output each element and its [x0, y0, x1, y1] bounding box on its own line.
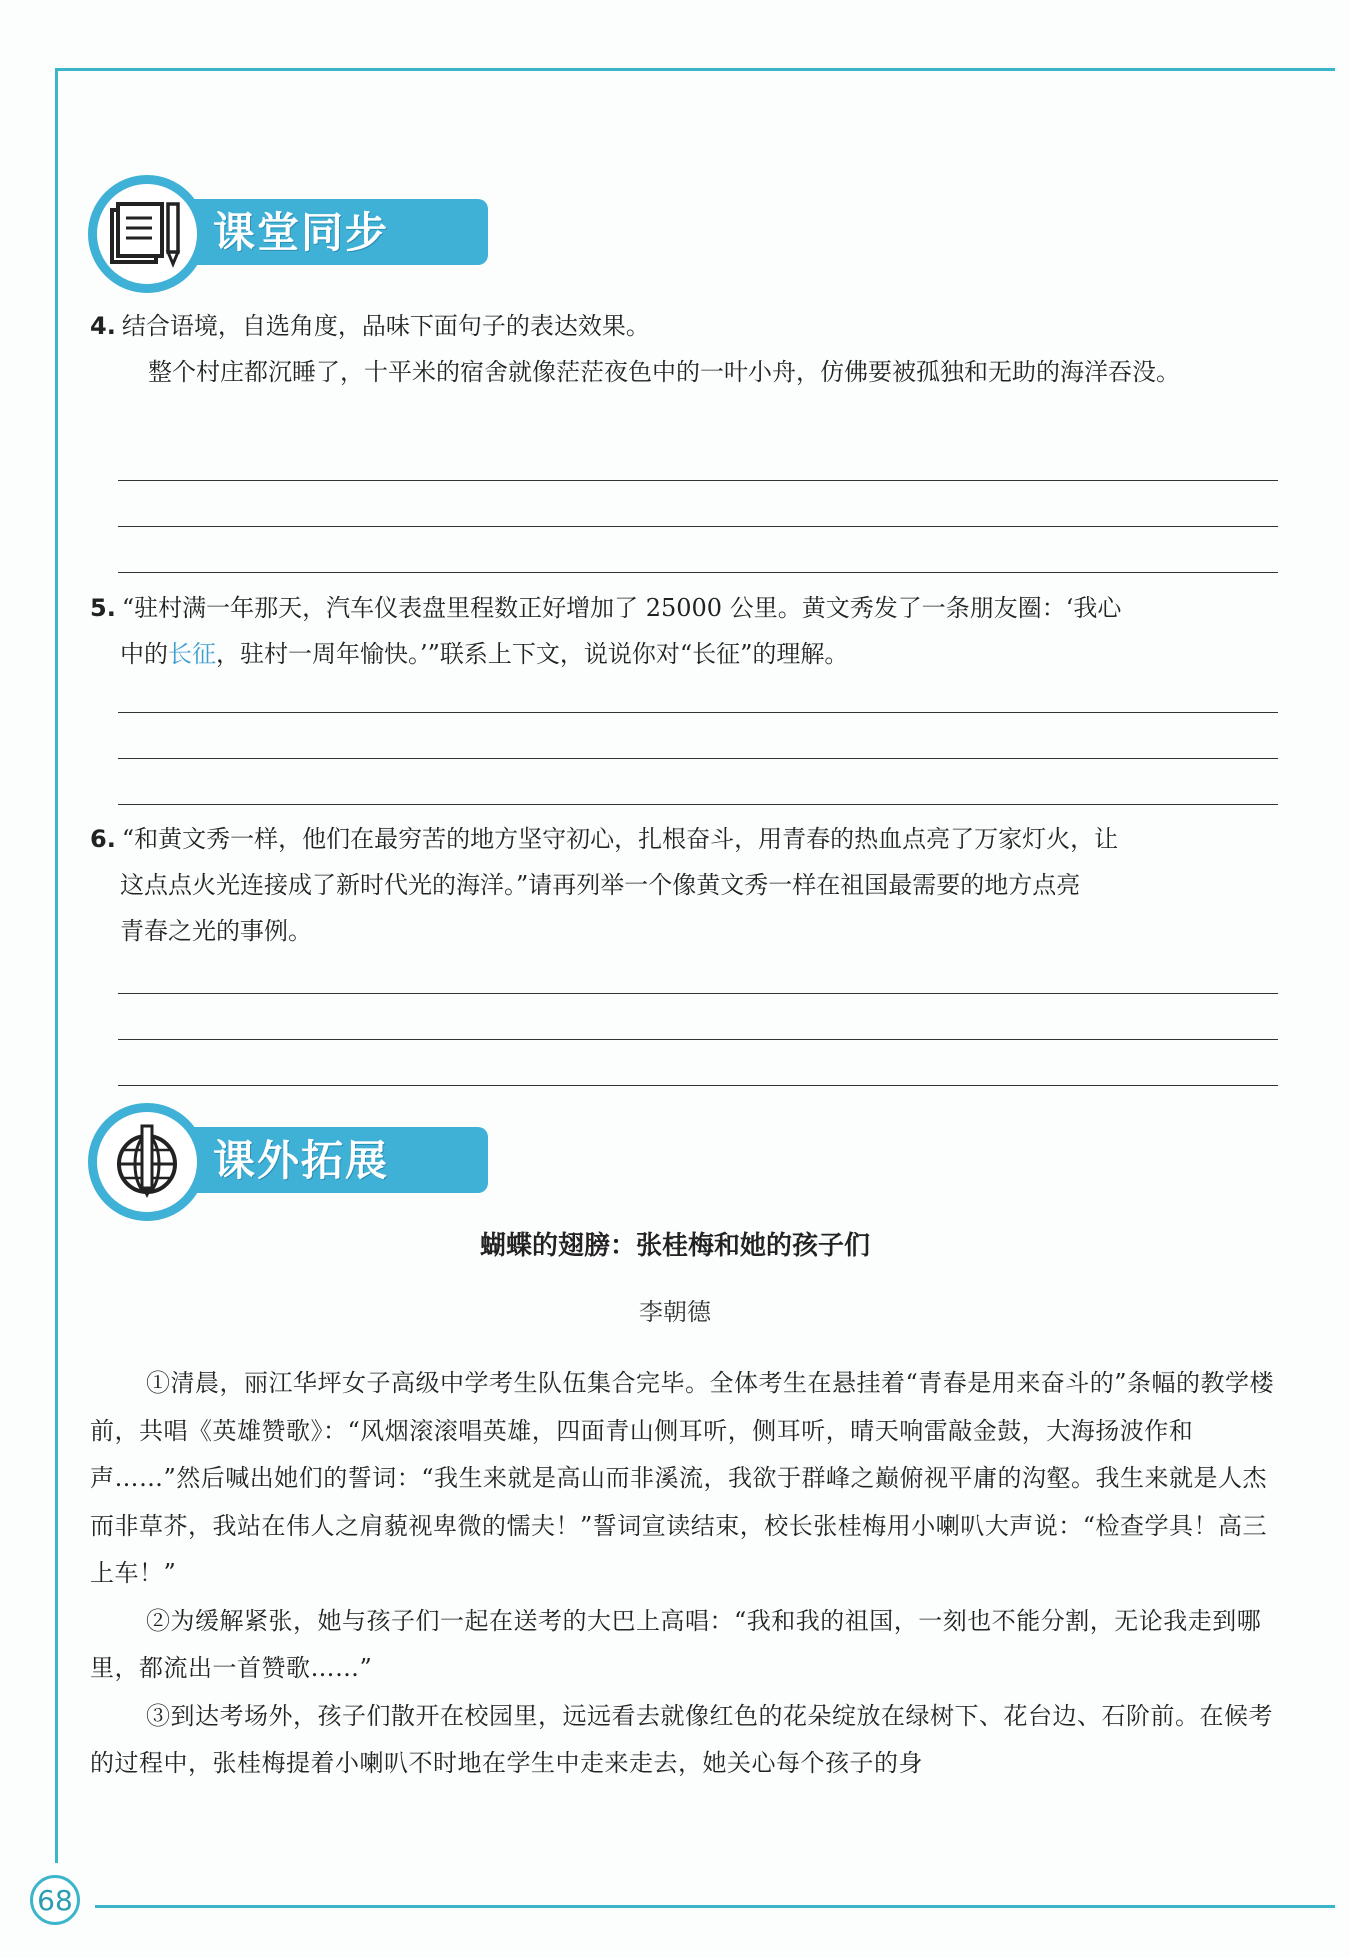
- section-header-sync: [88, 175, 408, 305]
- question-6: [90, 816, 1280, 954]
- answer-line[interactable]: [118, 526, 1278, 527]
- question-number: 5.: [90, 594, 116, 622]
- question-text-line: ，驻村一周年愉快。’”联系上下文，说说你对“长征”的理解。: [216, 640, 849, 668]
- question-text-line: 这点点火光连接成了新时代光的海洋。”请再列举一个像黄文秀一样在祖国最需要的地方点亮: [120, 871, 1081, 899]
- answer-line[interactable]: [118, 1085, 1278, 1086]
- question-5: [90, 585, 1280, 677]
- question-prompt: 结合语境，自选角度，品味下面句子的表达效果。: [121, 312, 650, 340]
- page-number: 68: [30, 1875, 80, 1925]
- question-text-line: 青春之光的事例。: [120, 917, 312, 945]
- question-number: 4.: [90, 312, 116, 340]
- answer-line[interactable]: [118, 804, 1278, 805]
- question-4: [90, 303, 1280, 395]
- question-text-line: “和黄文秀一样，他们在最穷苦的地方坚守初心，扎根奋斗，用青春的热血点亮了万家灯火，让: [121, 825, 1119, 853]
- page-frame-bottom: [95, 1905, 1335, 1908]
- highlighted-term: 长征: [168, 640, 216, 668]
- article-title: 蝴蝶的翅膀：张桂梅和她的孩子们: [479, 1231, 870, 1261]
- section-header-extend: [88, 1103, 408, 1233]
- answer-line[interactable]: [118, 758, 1278, 759]
- question-quote: 整个村庄都沉睡了，十平米的宿舍就像茫茫夜色中的一叶小舟，仿佛要被孤独和无助的海洋吞没。: [148, 358, 1180, 386]
- section-title: 课堂同步: [213, 208, 390, 257]
- book-pencil-icon: [88, 175, 206, 293]
- page-frame-top: [55, 68, 1335, 71]
- page-frame-left: [55, 68, 58, 1863]
- article-body: [90, 1360, 1280, 1788]
- article-author: 李朝德: [639, 1298, 711, 1326]
- section-title: 课外拓展: [213, 1136, 390, 1185]
- globe-pencil-icon: [88, 1103, 206, 1221]
- question-text-line: “驻村满一年那天，汽车仪表盘里程数正好增加了 25000 公里。黄文秀发了一条朋友圈：‘我心: [121, 594, 1122, 622]
- answer-line[interactable]: [118, 712, 1278, 713]
- answer-line[interactable]: [118, 572, 1278, 573]
- article-paragraph: ②为缓解紧张，她与孩子们一起在送考的大巴上高唱：“我和我的祖国，一刻也不能分割，无论我走到哪里，都流出一首赞歌……”: [90, 1606, 1262, 1682]
- answer-line[interactable]: [118, 993, 1278, 994]
- question-text-line: 中的: [120, 640, 168, 668]
- article-paragraph: ①清晨，丽江华坪女子高级中学考生队伍集合完毕。全体考生在悬挂着“青春是用来奋斗的”条幅的教学楼前，共唱《英雄赞歌》：“风烟滚滚唱英雄，四面青山侧耳听，侧耳听，晴天响雷敲金鼓，大海扬波作和声……”然后喊出她们的誓词：“我生来就是高山而非溪流，我欲于群峰之巅俯视平庸的沟壑。我生来就是人杰而非草芥，我站在伟人之肩藐视卑微的懦夫！”誓词宣读结束，校长张桂梅用小喇叭大声说：“检查学具！高三上车！”: [90, 1369, 1275, 1587]
- answer-line[interactable]: [118, 1039, 1278, 1040]
- question-number: 6.: [90, 825, 116, 853]
- answer-line[interactable]: [118, 480, 1278, 481]
- article-paragraph: ③到达考场外，孩子们散开在校园里，远远看去就像红色的花朵绽放在绿树下、花台边、石阶前。在候考的过程中，张桂梅提着小喇叭不时地在学生中走来走去，她关心每个孩子的身: [90, 1701, 1273, 1777]
